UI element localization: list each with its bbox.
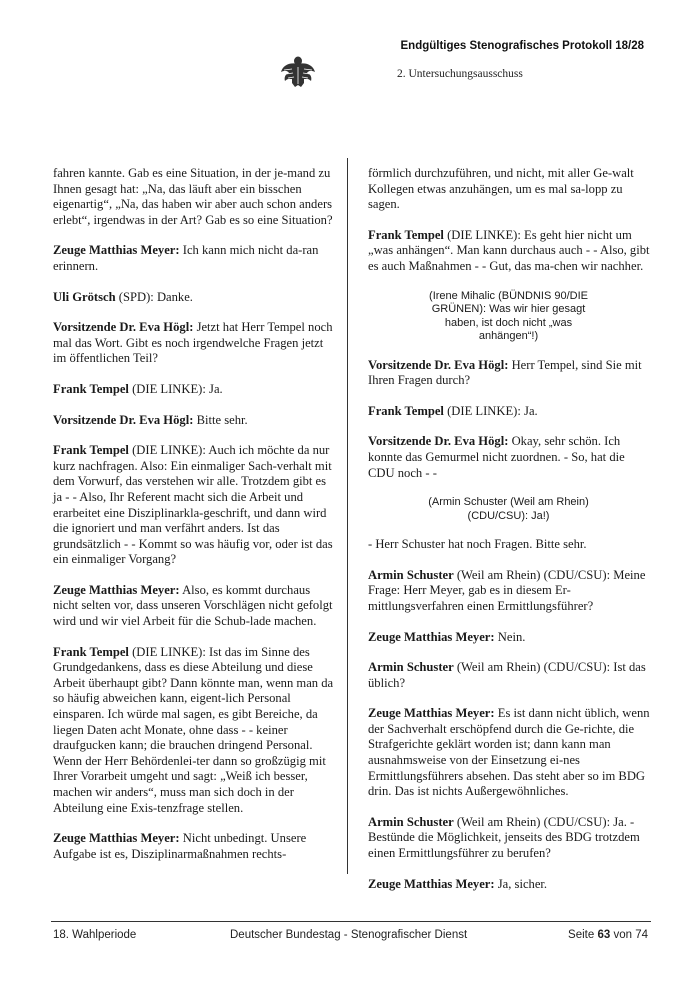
- paragraph: - Herr Schuster hat noch Fragen. Bitte sehr.: [368, 537, 587, 552]
- speech-paragraph: Zeuge Matthias Meyer: Ja, sicher.: [368, 876, 548, 891]
- footer-publisher: Deutscher Bundestag - Stenografischer Dienst: [230, 929, 468, 941]
- speaker-affiliation: (DIE LINKE):: [132, 443, 206, 458]
- speaker-affiliation: (DIE LINKE):: [447, 403, 521, 418]
- column-divider: [347, 158, 348, 874]
- speaker-affiliation: (Weil am Rhein) (CDU/CSU):: [456, 567, 611, 582]
- left-column: [53, 166, 335, 877]
- speaker-name: Zeuge Matthias Meyer:: [53, 243, 180, 258]
- speaker-name: Zeuge Matthias Meyer:: [368, 629, 495, 644]
- speech-paragraph: Zeuge Matthias Meyer: Also, es kommt durchaus nicht selten vor, dass unseren Vorschlägen nicht gefolgt wird und wir viel Arbeit für die Schub-lade machen.: [53, 582, 333, 629]
- interjection: (Irene Mihalic (BÜNDNIS 90/DIE GRÜNEN): Was wir hier gesagt haben, ist doch nicht „was anhängen“!): [429, 289, 588, 343]
- speaker-name: Frank Tempel: [53, 443, 129, 458]
- speaker-name: Vorsitzende Dr. Eva Högl:: [53, 412, 194, 427]
- speaker-name: Vorsitzende Dr. Eva Högl:: [53, 320, 194, 335]
- footer-rule: [51, 921, 651, 922]
- speaker-name: Vorsitzende Dr. Eva Högl:: [368, 434, 509, 449]
- paragraph: fahren kannte. Gab es eine Situation, in der je-mand zu Ihnen gesagt hat: „Na, das läuft aber ein bisschen eigenartig“, „Na, das haben wir aber auch schon anders erlebt“, irgendwas in der Art? Gab es so eine Situation?: [53, 166, 333, 227]
- speaker-name: Zeuge Matthias Meyer:: [53, 831, 180, 846]
- speaker-affiliation: (DIE LINKE):: [132, 381, 206, 396]
- speaker-name: Frank Tempel: [53, 644, 129, 659]
- speaker-name: Frank Tempel: [368, 227, 444, 242]
- speaker-name: Armin Schuster: [368, 814, 454, 829]
- speech-paragraph: Vorsitzende Dr. Eva Högl: Jetzt hat Herr Tempel noch mal das Wort. Gibt es noch irgendwelche Fragen jetzt im öffentlichen Teil?: [53, 320, 333, 366]
- speech-paragraph: Armin Schuster (Weil am Rhein) (CDU/CSU): Meine Frage: Herr Meyer, gab es in diesem Er-mittlungsverfahren einen Ermittlungsführer?: [368, 567, 646, 613]
- speaker-name: Zeuge Matthias Meyer:: [368, 876, 495, 891]
- speech-paragraph: Frank Tempel (DIE LINKE): Ja.: [53, 381, 223, 396]
- speaker-name: Zeuge Matthias Meyer:: [368, 706, 495, 721]
- speaker-name: Armin Schuster: [368, 660, 454, 675]
- speech-paragraph: Armin Schuster (Weil am Rhein) (CDU/CSU): Ist das üblich?: [368, 660, 646, 690]
- speech-paragraph: Zeuge Matthias Meyer: Nicht unbedingt. Unsere Aufgabe ist es, Disziplinarmaßnahmen rechts-: [53, 831, 307, 861]
- speech-paragraph: Vorsitzende Dr. Eva Högl: Herr Tempel, sind Sie mit Ihren Fragen durch?: [368, 357, 642, 388]
- speech-paragraph: Zeuge Matthias Meyer: Es ist dann nicht üblich, wenn der Sachverhalt erschöpfend durch die Ge-richte, die Strafgerichte geklärt worden ist; dann kann man ausnahmsweise von der Einsetzung ei-nes Ermittlungsführers absehen. Das steht aber so im BDG drin. Das ist nichts Außergewöhnliches.: [368, 706, 650, 799]
- speaker-name: Frank Tempel: [53, 381, 129, 396]
- speaker-affiliation: (DIE LINKE):: [447, 227, 521, 242]
- speaker-name: Frank Tempel: [368, 403, 444, 418]
- speech-paragraph: Vorsitzende Dr. Eva Högl: Bitte sehr.: [53, 412, 248, 427]
- speech-paragraph: Frank Tempel (DIE LINKE): Auch ich möchte da nur kurz nachfragen. Also: Ein einmaliger Sach-verhalt mit dem Vorwurf, das verstehen wir alle. Trotzdem gibt es ja - - Also, Ihr Referent macht sich die Arbeit und erarbeitet eine Disziplinarkla-geschrift, und dann wird die ignoriert und man verfährt anders. Ist das grundsätzlich - - Kommt so was häufig vor, oder ist das ein einmaliger Vorgang?: [53, 443, 333, 567]
- footer-legislative-period: 18. Wahlperiode: [53, 929, 137, 941]
- speech-paragraph: Uli Grötsch (SPD): Danke.: [53, 289, 193, 304]
- speech-paragraph: Frank Tempel (DIE LINKE): Ja.: [368, 403, 538, 418]
- speaker-affiliation: (SPD):: [118, 289, 154, 304]
- speaker-name: Vorsitzende Dr. Eva Högl:: [368, 357, 509, 372]
- speaker-name: Armin Schuster: [368, 567, 454, 582]
- footer-page-number: Seite 63 von 74: [568, 929, 648, 941]
- paragraph: förmlich durchzuführen, und nicht, mit aller Ge-walt Kollegen etwas anzuhängen, um es mal sa-lopp zu sagen.: [368, 166, 634, 212]
- speech-paragraph: Armin Schuster (Weil am Rhein) (CDU/CSU): Ja. - Bestünde die Möglichkeit, jenseits des BDG trotzdem einen Ermittlungsführer zu berufen?: [368, 814, 640, 861]
- speaker-affiliation: (Weil am Rhein) (CDU/CSU):: [456, 660, 611, 675]
- protocol-title: Endgültiges Stenografisches Protokoll 18/28: [400, 40, 644, 52]
- right-column: [368, 166, 651, 907]
- speech-paragraph: Frank Tempel (DIE LINKE): Ist das im Sinne des Grundgedankens, dass es diese Abteilung und diese Arbeit überhaupt gibt? Dann könnte man, wenn man da so häufig abweichen kann, eigent-lich Personal einsparen. Ich würde mal sagen, es gibt Bereiche, da liegen Daten acht Monate, ohne dass - - keiner draufgucken kann; die brauchen dringend Personal. Wenn der Herr Behördenlei-ter dann so großzügig mit Ihrer Vorarbeit umgeht und sagt: „Weiß ich besser, machen wir anders“, muss man sich doch in der Abteilung eine Exis-tenzfrage stellen.: [53, 644, 334, 815]
- speaker-name: Zeuge Matthias Meyer:: [53, 582, 180, 597]
- bundestag-eagle-logo: [280, 52, 316, 90]
- interjection: (Armin Schuster (Weil am Rhein) (CDU/CSU): Ja!): [428, 496, 589, 522]
- speaker-affiliation: (DIE LINKE):: [132, 644, 206, 659]
- speaker-affiliation: (Weil am Rhein) (CDU/CSU):: [456, 814, 611, 829]
- committee-name: 2. Untersuchungsausschuss: [397, 68, 523, 80]
- speech-paragraph: Zeuge Matthias Meyer: Nein.: [368, 629, 526, 644]
- speaker-name: Uli Grötsch: [53, 289, 116, 304]
- speech-paragraph: Frank Tempel (DIE LINKE): Es geht hier nicht um „was anhängen“. Man kann durchaus auch - - Also, gibt es auch Maßnahmen - - Gut, das ma-chen wir nachher.: [368, 227, 650, 273]
- speech-paragraph: Vorsitzende Dr. Eva Högl: Okay, sehr schön. Ich konnte das Gemurmel nicht zuordnen. - So, hat die CDU noch - -: [368, 434, 625, 480]
- speech-paragraph: Zeuge Matthias Meyer: Ich kann mich nicht da-ran erinnern.: [53, 243, 319, 273]
